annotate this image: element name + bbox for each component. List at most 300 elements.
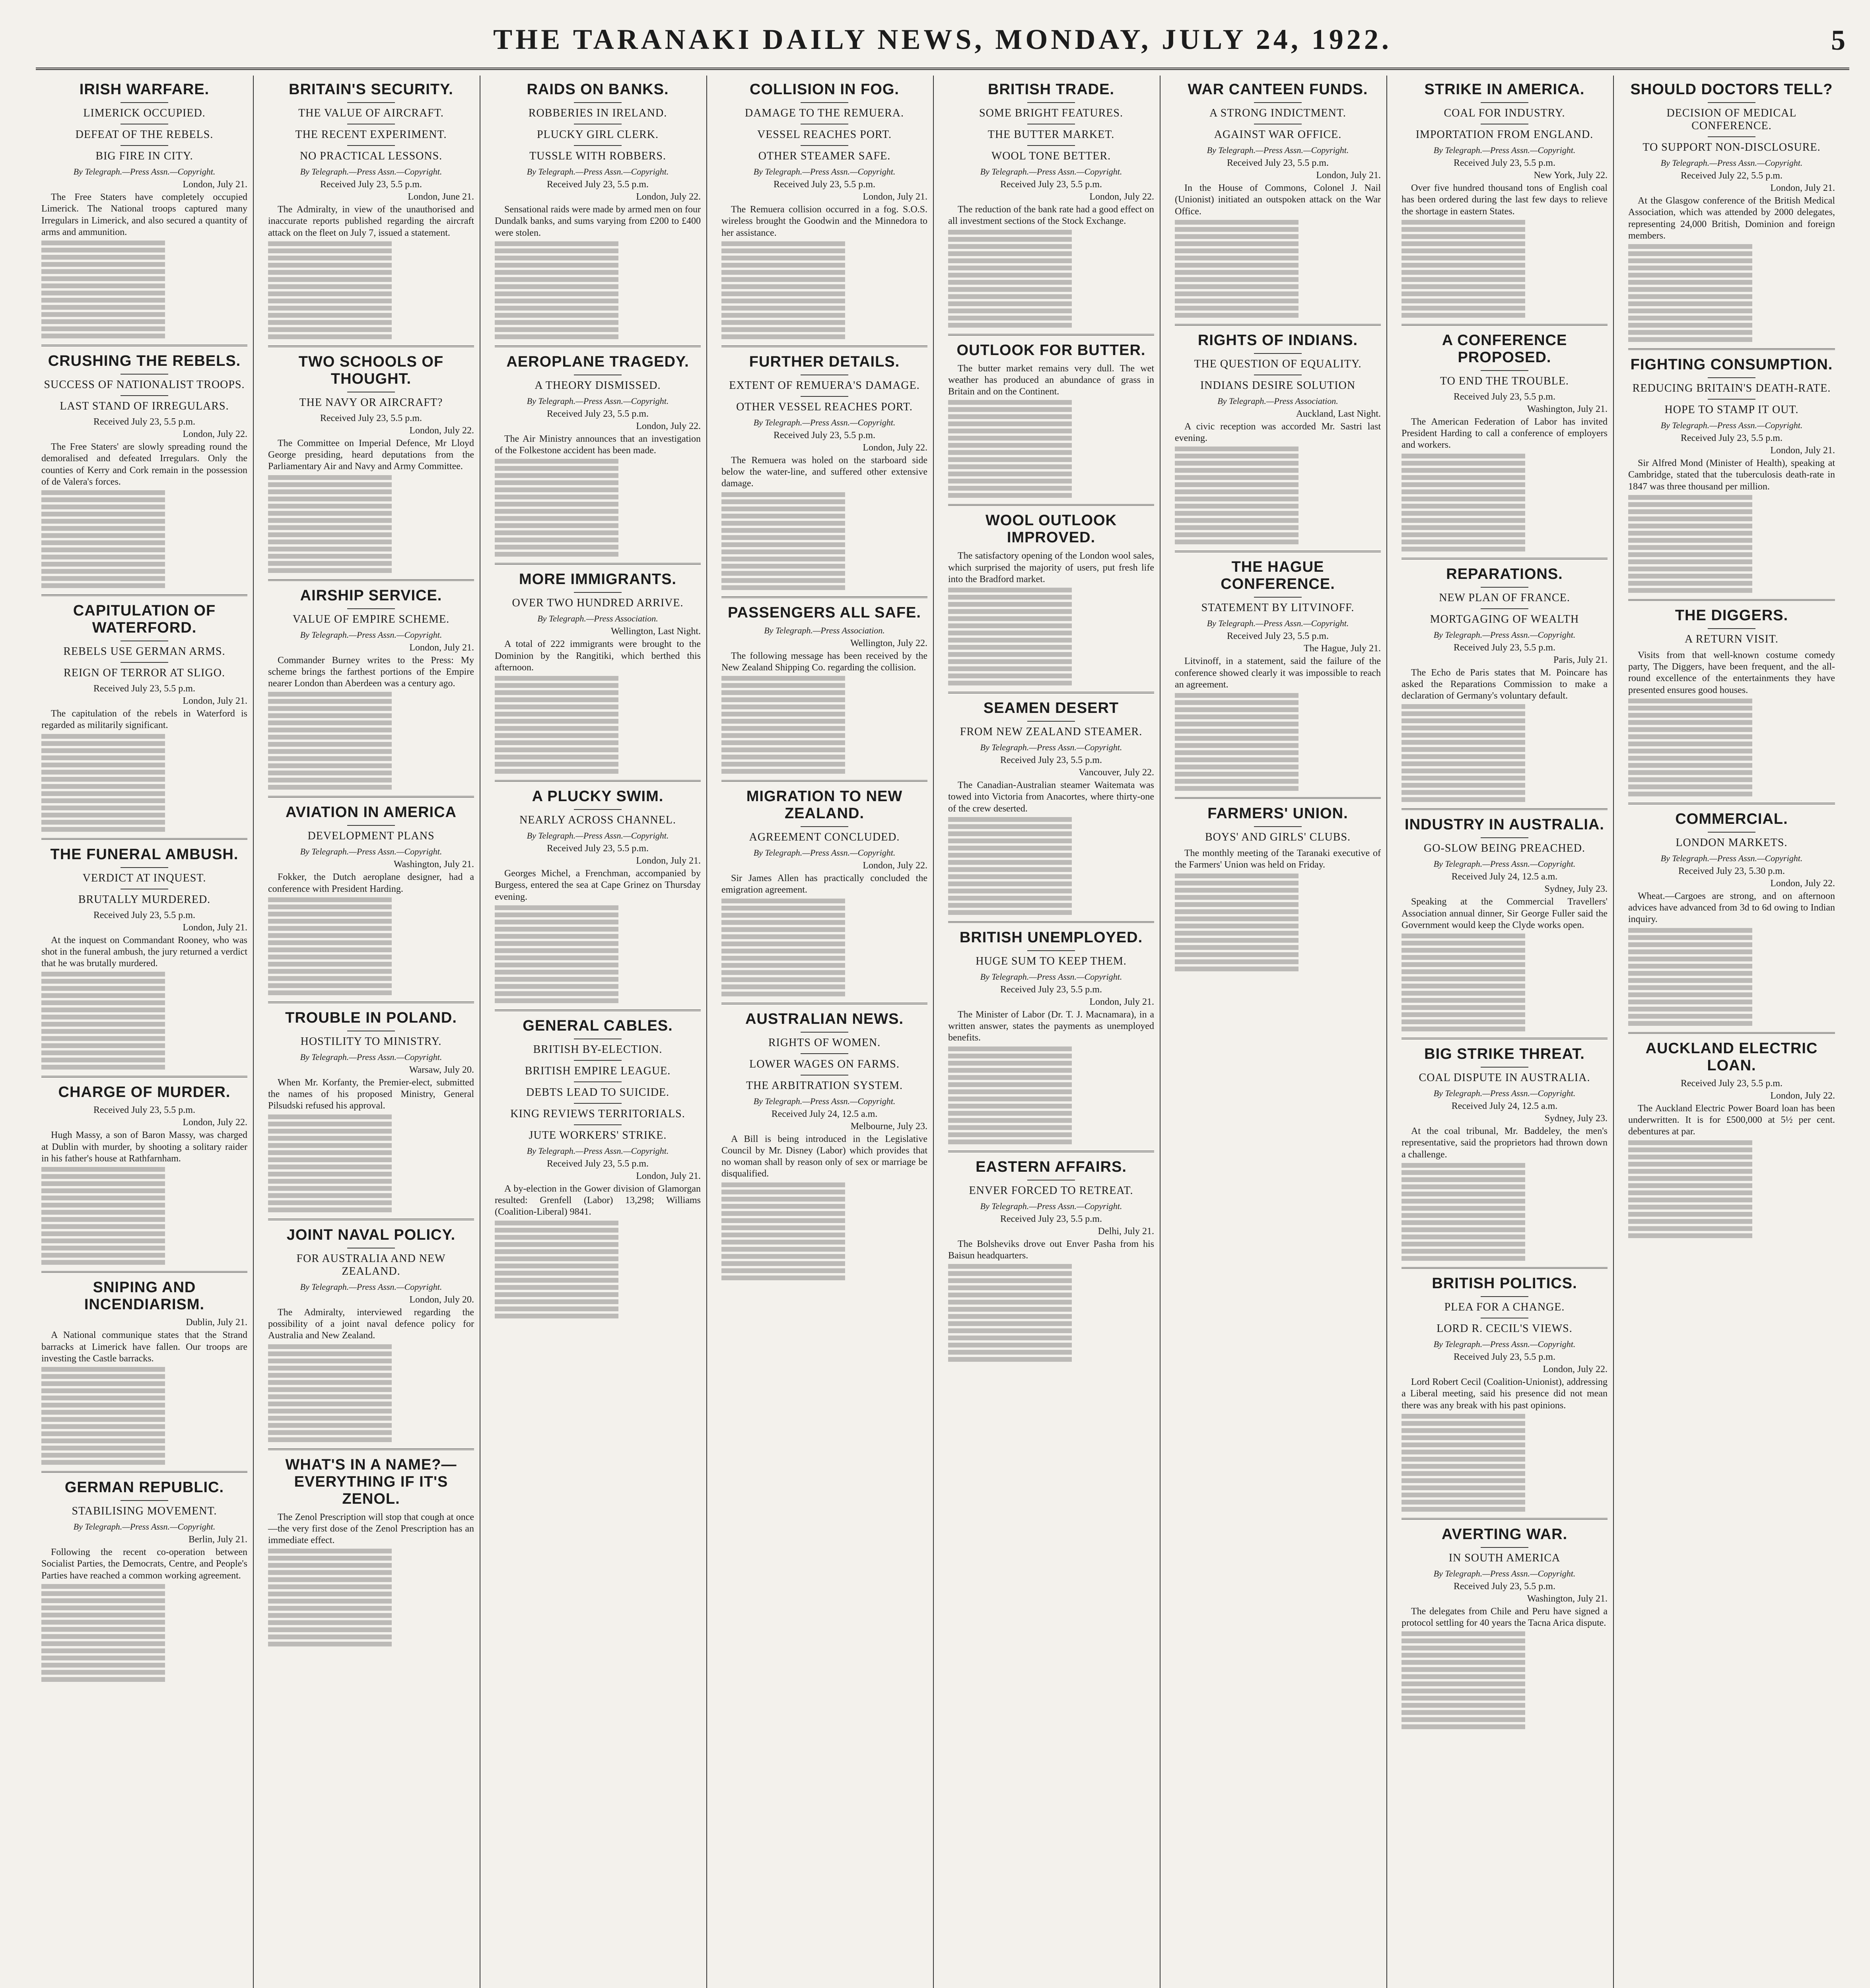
text-line — [1402, 277, 1608, 282]
text-line — [268, 778, 474, 782]
text-line — [948, 638, 1154, 643]
text-line — [721, 1268, 927, 1273]
article-body: The Admiralty, in view of the unauthorised and inaccurate reports published regarding the aircraft attack on the fleet on July 7, issued a statement. — [268, 204, 474, 238]
article-subhead: KING REVIEWS TERRITORIALS. — [510, 1107, 685, 1120]
text-line — [1628, 1155, 1835, 1159]
article-divider — [1175, 797, 1381, 799]
subhead-rule — [121, 662, 168, 663]
text-line — [1628, 756, 1835, 761]
dateline: London, July 22. — [863, 860, 927, 871]
text-line — [948, 486, 1154, 491]
article — [948, 334, 1154, 498]
subhead-rule — [801, 1075, 848, 1076]
text-line — [268, 1563, 474, 1568]
article-subhead: IN SOUTH AMERICA — [1448, 1551, 1561, 1564]
article-headline: SNIPING AND INCENDIARISM. — [84, 1279, 205, 1313]
text-line — [41, 1260, 247, 1265]
article — [948, 504, 1154, 685]
received-time: Received July 23, 5.5 p.m. — [547, 408, 649, 419]
text-line — [1402, 532, 1608, 537]
text-line — [1628, 1198, 1835, 1202]
text-line — [1402, 518, 1608, 523]
article-divider — [1628, 599, 1835, 601]
article-subhead: NEARLY ACROSS CHANNEL. — [519, 814, 676, 827]
article-divider — [1175, 551, 1381, 552]
text-line — [41, 505, 247, 509]
text-line — [1175, 924, 1381, 928]
text-line — [948, 287, 1154, 292]
masthead — [36, 16, 1849, 70]
text-line — [1402, 1717, 1608, 1722]
telegraph-credit: By Telegraph.—Press Association. — [1217, 396, 1338, 406]
text-line — [268, 1186, 474, 1191]
subhead-rule — [1481, 587, 1528, 588]
article-divider — [41, 1471, 247, 1473]
article-divider — [721, 346, 927, 347]
article-body: Lord Robert Cecil (Coalition-Unionist), addressing a Liberal meeting, said his presence did not mean there was any break with his past opinions. — [1402, 1376, 1608, 1411]
article-body: At the inquest on Commandant Rooney, who was shot in the funeral ambush, the jury returned a verdict that he was brutally murdered. — [41, 935, 247, 969]
text-line — [41, 1203, 247, 1208]
text-line — [1402, 1689, 1608, 1693]
article-subhead: A STRONG INDICTMENT. — [1209, 107, 1346, 119]
article-divider — [1402, 324, 1608, 326]
text-line — [1628, 699, 1835, 703]
article-headline: INDUSTRY IN AUSTRALIA. — [1405, 816, 1604, 833]
article-headline: THE FUNERAL AMBUSH. — [50, 846, 239, 863]
text-line — [1402, 1710, 1608, 1715]
article — [41, 1471, 247, 1682]
text-line — [495, 1271, 701, 1276]
text-line — [495, 473, 701, 478]
text-line — [268, 1627, 474, 1632]
article-subhead: AGAINST WAR OFFICE. — [1214, 128, 1342, 141]
text-line — [721, 492, 927, 497]
article-headline: IRISH WARFARE. — [79, 81, 210, 98]
article-subhead: JUTE WORKERS' STRIKE. — [529, 1129, 667, 1142]
text-line — [1402, 525, 1608, 530]
text-line — [1402, 718, 1608, 723]
text-line — [495, 1314, 701, 1318]
dateline: Washington, July 21. — [393, 859, 474, 870]
text-line — [1402, 783, 1608, 788]
text-line — [495, 545, 701, 549]
text-line — [41, 1410, 247, 1415]
column-7 — [1396, 76, 1614, 1988]
text-line — [1402, 1696, 1608, 1701]
subhead-rule — [347, 102, 395, 103]
article-body: Commander Burney writes to the Press: My scheme brings the farthest portions of the Empire nearer London than Aberdeen was a century ago. — [268, 655, 474, 689]
text-line — [41, 1641, 247, 1646]
text-line — [1175, 525, 1381, 530]
article-body: The satisfactory opening of the London wool sales, which surprised the majority of users, put fresh life into the Bradford market. — [948, 551, 1154, 584]
text-line — [268, 1584, 474, 1589]
text-line — [721, 299, 927, 303]
article — [41, 1271, 247, 1465]
article-headline: FIGHTING CONSUMPTION. — [1630, 356, 1833, 373]
text-line — [1175, 540, 1381, 544]
text-line — [1628, 1021, 1835, 1026]
text-line — [495, 1235, 701, 1240]
article-subhead: INDIANS DESIRE SOLUTION — [1200, 379, 1356, 392]
received-time: Received July 23, 5.5 p.m. — [1000, 984, 1102, 995]
article — [721, 780, 927, 996]
text-line — [268, 554, 474, 559]
dateline: London, July 21. — [636, 1171, 701, 1181]
dateline: London, July 21. — [1316, 170, 1381, 181]
text-line — [495, 306, 701, 311]
text-line — [41, 540, 247, 545]
article-headline: PASSENGERS ALL SAFE. — [728, 604, 921, 621]
text-line — [721, 1261, 927, 1266]
text-line — [721, 690, 927, 695]
text-line — [1175, 277, 1381, 282]
text-line — [41, 1439, 247, 1443]
text-line — [1402, 1184, 1608, 1189]
received-time: Received July 23, 5.5 p.m. — [320, 413, 422, 423]
text-line — [495, 733, 701, 738]
telegraph-credit: By Telegraph.—Press Assn.—Copyright. — [527, 167, 669, 177]
text-line — [268, 1592, 474, 1596]
dateline: Wellington, July 22. — [850, 638, 927, 648]
text-line — [1628, 524, 1835, 528]
text-line — [1628, 552, 1835, 557]
received-time: Received July 23, 5.5 p.m. — [1454, 642, 1555, 653]
text-line — [721, 549, 927, 554]
subhead-rule — [1481, 370, 1528, 371]
text-line — [1628, 244, 1835, 249]
text-line — [948, 493, 1154, 498]
article-body: The reduction of the bank rate had a good effect on all investment sections of the Stock Exchange. — [948, 204, 1154, 227]
text-line — [41, 1253, 247, 1258]
text-line — [268, 962, 474, 967]
article-subhead: STABILISING MOVEMENT. — [72, 1505, 217, 1518]
article-headline: AUCKLAND ELECTRIC LOAN. — [1645, 1040, 1818, 1074]
text-line — [948, 323, 1154, 328]
text-line — [495, 270, 701, 275]
article-subhead: NEW PLAN OF FRANCE. — [1439, 591, 1570, 604]
article-divider — [1402, 808, 1608, 810]
article-headline: THE HAGUE CONFERENCE. — [1221, 559, 1335, 593]
text-line — [41, 777, 247, 782]
article — [268, 796, 474, 995]
text-line — [948, 588, 1154, 592]
received-time: Received July 23, 5.5 p.m. — [1454, 1351, 1555, 1362]
text-line — [721, 726, 927, 731]
dateline: Warsaw, July 20. — [409, 1064, 474, 1075]
text-line — [1628, 1219, 1835, 1224]
article — [948, 921, 1154, 1144]
text-line — [268, 1114, 474, 1119]
subhead-rule — [801, 1053, 848, 1054]
text-line — [495, 683, 701, 688]
text-line — [721, 320, 927, 325]
text-line — [721, 277, 927, 282]
text-line — [948, 1125, 1154, 1130]
article-divider — [495, 346, 701, 347]
text-line — [495, 690, 701, 695]
article-subhead: OTHER STEAMER SAFE. — [758, 150, 891, 162]
dateline: London, July 21. — [1089, 996, 1154, 1007]
subhead-rule — [1708, 136, 1755, 137]
article — [495, 81, 701, 339]
text-line — [948, 631, 1154, 635]
text-line — [721, 970, 927, 975]
text-line — [41, 1446, 247, 1450]
text-line — [1175, 489, 1381, 494]
article-headline: A PLUCKY SWIM. — [532, 788, 664, 805]
subhead-rule — [801, 396, 848, 397]
text-line — [41, 1431, 247, 1436]
text-line — [721, 747, 927, 752]
article-subhead: LORD R. CECIL'S VIEWS. — [1437, 1322, 1573, 1335]
subhead-rule — [801, 826, 848, 827]
article-headline: CHARGE OF MURDER. — [58, 1084, 231, 1101]
text-line — [1175, 532, 1381, 537]
text-line — [948, 1097, 1154, 1101]
text-line — [41, 827, 247, 832]
text-line — [1175, 931, 1381, 936]
subhead-rule — [574, 1124, 622, 1125]
text-line — [1628, 784, 1835, 789]
subhead-rule — [574, 809, 622, 810]
text-line — [948, 266, 1154, 270]
article-body: Sensational raids were made by armed men on four Dundalk banks, and sums varying from £200 to £400 were stolen. — [495, 204, 701, 238]
text-line — [721, 920, 927, 925]
text-line — [1628, 742, 1835, 746]
text-line — [1402, 761, 1608, 766]
text-line — [41, 1008, 247, 1012]
text-line — [1175, 227, 1381, 232]
text-line — [495, 712, 701, 716]
text-line — [268, 955, 474, 959]
subhead-rule — [574, 102, 622, 103]
text-line — [721, 1254, 927, 1259]
article-subhead: VERDICT AT INQUEST. — [82, 872, 206, 884]
text-line — [495, 912, 701, 917]
text-line — [41, 813, 247, 817]
text-line — [41, 1367, 247, 1372]
text-line — [41, 1036, 247, 1041]
article-body: Hugh Massy, a son of Baron Massy, was charged at Dublin with murder, by shooting a solitary raider in his father's house at Rathfarnham. — [41, 1130, 247, 1164]
text-line — [1175, 468, 1381, 473]
text-line — [268, 1373, 474, 1378]
telegraph-credit: By Telegraph.—Press Assn.—Copyright. — [1660, 158, 1803, 168]
text-line — [41, 1239, 247, 1243]
text-line — [1175, 938, 1381, 943]
text-line — [268, 256, 474, 260]
text-line — [948, 1285, 1154, 1290]
subhead-rule — [1708, 628, 1755, 629]
article-headline: TWO SCHOOLS OF THOUGHT. — [298, 353, 444, 387]
article-headline: COMMERCIAL. — [1675, 810, 1788, 827]
text-line — [495, 991, 701, 996]
text-line — [41, 562, 247, 567]
text-line — [41, 1000, 247, 1005]
text-line — [268, 334, 474, 339]
article-divider — [268, 1448, 474, 1450]
text-line — [1402, 1019, 1608, 1024]
dateline: London, July 22. — [183, 429, 247, 440]
text-line — [1402, 747, 1608, 752]
text-line — [1175, 736, 1381, 741]
text-line — [495, 1299, 701, 1304]
text-line — [1628, 516, 1835, 521]
text-line — [721, 762, 927, 767]
text-line — [268, 277, 474, 282]
text-line — [1175, 518, 1381, 523]
text-line — [268, 511, 474, 516]
subhead-rule — [1254, 597, 1302, 598]
subhead-rule — [801, 102, 848, 103]
text-line — [948, 1357, 1154, 1362]
article-divider — [268, 1219, 474, 1220]
article-divider — [495, 780, 701, 782]
text-line — [721, 949, 927, 953]
article-divider — [41, 1271, 247, 1273]
article — [1628, 599, 1835, 796]
text-line — [948, 666, 1154, 671]
article-body: Georges Michel, a Frenchman, accompanied by Burgess, entered the sea at Cape Grinez on Thursday evening. — [495, 868, 701, 902]
text-line — [1628, 942, 1835, 947]
text-line — [948, 623, 1154, 628]
text-line — [495, 1221, 701, 1225]
text-line — [1402, 769, 1608, 773]
text-line — [1175, 454, 1381, 458]
text-line — [268, 270, 474, 275]
subhead-rule — [121, 395, 168, 396]
text-line — [948, 258, 1154, 263]
article-body: Over five hundred thousand tons of English coal has been ordered during the last few days to relieve the shortage in eastern States. — [1402, 183, 1608, 217]
text-line — [948, 1314, 1154, 1319]
text-line — [495, 538, 701, 542]
dateline: London, July 21. — [183, 696, 247, 707]
subhead-rule — [121, 867, 168, 868]
text-line — [1402, 790, 1608, 795]
text-line — [721, 1190, 927, 1194]
text-line — [721, 284, 927, 289]
article-divider — [268, 579, 474, 581]
article — [721, 596, 927, 774]
text-line — [948, 436, 1154, 441]
text-line — [495, 327, 701, 332]
text-line — [41, 1656, 247, 1660]
telegraph-credit: By Telegraph.—Press Assn.—Copyright. — [300, 1281, 442, 1292]
text-line — [1628, 502, 1835, 507]
text-line — [268, 504, 474, 509]
telegraph-credit: By Telegraph.—Press Assn.—Copyright. — [753, 1096, 896, 1106]
dateline: London, July 22. — [183, 1117, 247, 1128]
subhead-rule — [1027, 950, 1075, 951]
text-line — [495, 762, 701, 767]
text-line — [41, 1224, 247, 1229]
text-line — [1402, 313, 1608, 318]
dateline: London, July 22. — [1543, 1364, 1608, 1375]
text-line — [41, 312, 247, 317]
text-line — [1175, 714, 1381, 719]
article-subhead: TO END THE TROUBLE. — [1440, 375, 1569, 387]
text-line — [1175, 916, 1381, 921]
text-line — [268, 969, 474, 974]
text-line — [1175, 779, 1381, 784]
text-line — [721, 769, 927, 774]
column-6 — [1169, 76, 1387, 1988]
article — [1402, 1267, 1608, 1512]
text-line — [1402, 1235, 1608, 1239]
text-line — [1628, 538, 1835, 543]
text-line — [1628, 495, 1835, 500]
text-line — [1402, 227, 1608, 232]
text-line — [1628, 777, 1835, 782]
text-line — [721, 564, 927, 569]
text-line — [1175, 729, 1381, 734]
text-line — [41, 993, 247, 998]
dateline: London, July 22. — [636, 421, 701, 431]
text-line — [1402, 1435, 1608, 1440]
text-line — [495, 248, 701, 253]
text-line — [268, 561, 474, 566]
text-line — [41, 1174, 247, 1179]
text-line — [1628, 978, 1835, 983]
text-line — [495, 487, 701, 492]
received-time: Received July 24, 12.5 a.m. — [1451, 872, 1558, 882]
text-line — [268, 291, 474, 296]
article-divider — [1402, 558, 1608, 559]
dateline: Washington, July 21. — [1527, 1593, 1608, 1604]
text-line — [268, 1642, 474, 1646]
article-subhead: BOYS' AND GIRLS' CLUBS. — [1205, 831, 1351, 844]
text-line — [1402, 263, 1608, 268]
text-line — [948, 889, 1154, 893]
text-line — [268, 1402, 474, 1406]
text-line — [268, 518, 474, 523]
text-line — [41, 298, 247, 303]
text-line — [41, 526, 247, 531]
text-line — [495, 334, 701, 339]
text-line — [1628, 581, 1835, 586]
received-time: Received July 24, 12.5 a.m. — [771, 1109, 878, 1119]
text-line — [1628, 531, 1835, 536]
article-subhead: AGREEMENT CONCLUDED. — [749, 831, 900, 844]
text-line — [268, 1613, 474, 1618]
text-line — [268, 1387, 474, 1392]
text-line — [1402, 1220, 1608, 1225]
text-line — [948, 652, 1154, 657]
text-line — [721, 942, 927, 946]
text-line — [41, 291, 247, 295]
text-line — [495, 740, 701, 745]
subhead-rule — [801, 1032, 848, 1033]
text-line — [41, 569, 247, 574]
text-line — [1402, 1653, 1608, 1658]
text-line — [948, 316, 1154, 320]
text-line — [721, 992, 927, 996]
text-line — [495, 963, 701, 967]
article — [1175, 797, 1381, 971]
text-line — [41, 1374, 247, 1379]
text-line — [495, 934, 701, 939]
text-line — [41, 1663, 247, 1668]
text-line — [495, 984, 701, 989]
text-line — [1402, 306, 1608, 311]
text-line — [1402, 726, 1608, 730]
dateline: The Hague, July 21. — [1304, 643, 1381, 654]
text-line — [1402, 1206, 1608, 1211]
article-headline: BIG STRIKE THREAT. — [1424, 1046, 1585, 1063]
text-line — [948, 273, 1154, 278]
text-line — [41, 497, 247, 502]
text-line — [268, 1416, 474, 1421]
text-line — [948, 479, 1154, 483]
